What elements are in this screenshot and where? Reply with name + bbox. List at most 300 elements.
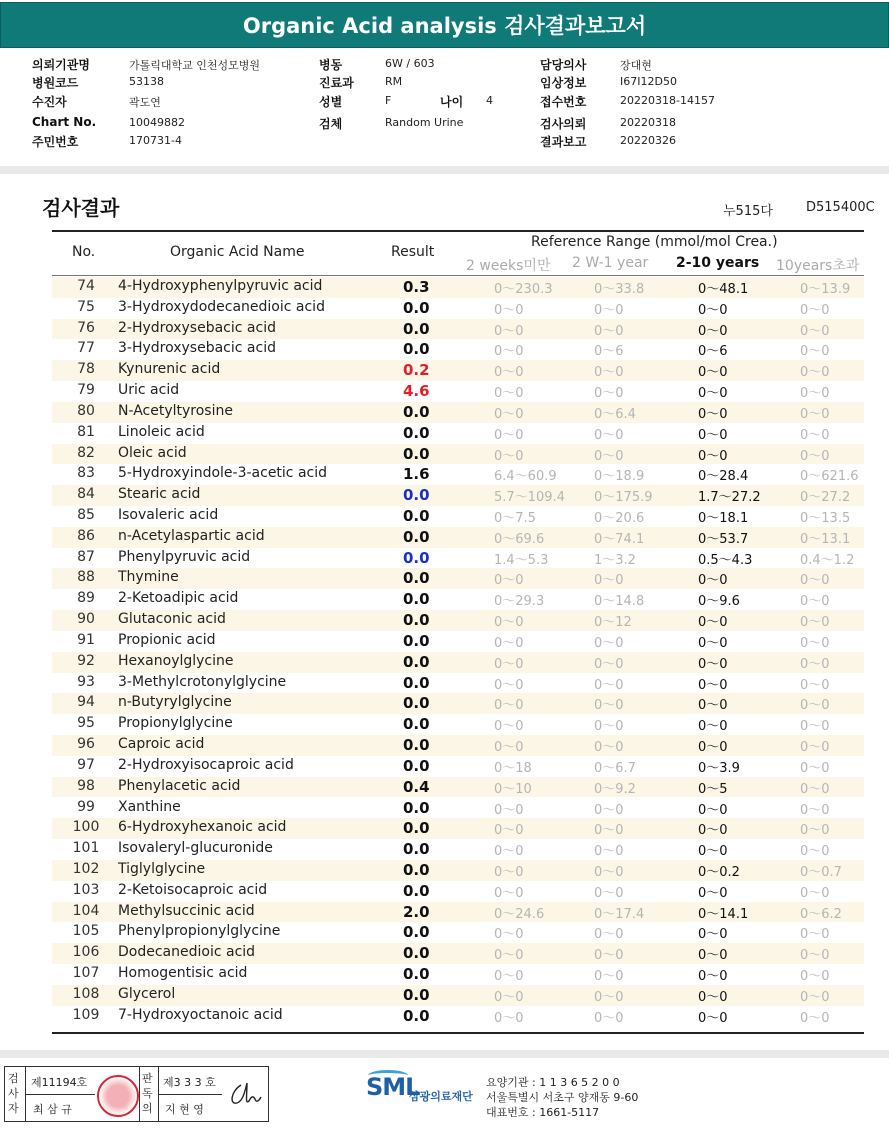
table-row — [52, 735, 864, 756]
range-under-2-weeks: 0～0 — [494, 802, 524, 818]
acid-name: Methylsuccinic acid — [118, 902, 255, 919]
result-heading: 검사결과 — [42, 196, 120, 220]
table-row — [52, 922, 864, 943]
range-2w-1y: 0～9.2 — [594, 781, 636, 797]
range-2w-1y: 0～0 — [594, 948, 624, 964]
acid-name: 2-Ketoadipic acid — [118, 590, 239, 607]
range-under-2-weeks: 0～0 — [494, 677, 524, 693]
sig-divider — [139, 1067, 140, 1121]
range-2w-1y: 0～6 — [594, 344, 624, 360]
table-row — [52, 277, 864, 298]
row-number: 89 — [77, 590, 95, 607]
range-2w-1y: 1～3.2 — [594, 552, 636, 568]
acid-name: Xanthine — [118, 798, 181, 815]
range-2w-1y: 0～0 — [594, 427, 624, 443]
acid-name: 2-Hydroxyisocaproic acid — [118, 756, 294, 773]
signature-icon — [223, 1077, 263, 1113]
range-2w-1y: 0～0 — [594, 823, 624, 839]
range-under-2-weeks: 0～7.5 — [494, 511, 536, 527]
sig-divider — [25, 1094, 95, 1095]
range-over-10y: 0～0 — [800, 386, 830, 402]
row-number: 81 — [77, 423, 95, 440]
range-over-10y: 0～0 — [800, 677, 830, 693]
info-label: Chart No. — [32, 115, 97, 129]
row-number: 88 — [77, 569, 95, 586]
org-code: 요양기관 : 1 1 3 6 5 2 0 0 — [486, 1076, 620, 1089]
range-2-10y: 0～0 — [698, 448, 728, 464]
range-under-2-weeks: 0～0 — [494, 344, 524, 360]
result-value: 0.0 — [403, 298, 430, 317]
examiner-license: 제11194호 — [31, 1076, 88, 1089]
examiner-name: 최 삼 규 — [33, 1103, 72, 1116]
result-value: 0.0 — [403, 1006, 430, 1025]
acid-name: Tiglylglycine — [118, 860, 206, 877]
range-under-2-weeks: 0～0 — [494, 323, 524, 339]
range-2w-1y: 0～175.9 — [594, 490, 653, 506]
range-under-2-weeks: 6.4～60.9 — [494, 469, 557, 485]
range-over-10y: 0～13.5 — [800, 511, 851, 527]
range-over-10y: 0～0 — [800, 448, 830, 464]
table-row — [52, 714, 864, 735]
range-under-2-weeks: 0～0 — [494, 448, 524, 464]
range-2-10y: 0～3.9 — [698, 760, 740, 776]
info-label: 의뢰기관명 — [32, 58, 90, 72]
row-number: 80 — [77, 402, 95, 419]
result-value: 0.2 — [403, 361, 430, 380]
info-label: 수진자 — [32, 95, 67, 109]
range-2w-1y: 0～0 — [594, 927, 624, 943]
result-value: 0.0 — [403, 736, 430, 755]
row-number: 96 — [77, 736, 95, 753]
table-row — [52, 464, 864, 485]
table-row — [52, 360, 864, 381]
table-row — [52, 527, 864, 548]
col-header-result: Result — [391, 244, 435, 260]
acid-name: 3-Hydroxydodecanedioic acid — [118, 298, 325, 315]
table-row — [52, 652, 864, 673]
table-row — [52, 693, 864, 714]
range-2-10y: 0～0 — [698, 823, 728, 839]
range-2-10y: 0～53.7 — [698, 531, 749, 547]
range-2w-1y: 0～6.7 — [594, 760, 636, 776]
row-number: 100 — [72, 819, 100, 836]
table-row — [52, 798, 864, 819]
range-2w-1y: 0～0 — [594, 656, 624, 672]
range-under-2-weeks: 0～0 — [494, 406, 524, 422]
reviewer-label: 판독의 — [142, 1072, 153, 1115]
range-2-10y: 0～0 — [698, 698, 728, 714]
result-value: 0.0 — [403, 548, 430, 567]
acid-name: 4-Hydroxyphenylpyruvic acid — [118, 278, 323, 294]
acid-name: Phenylacetic acid — [118, 777, 241, 794]
range-2w-1y: 0～17.4 — [594, 906, 645, 922]
test-code-2: D515400C — [806, 200, 875, 215]
range-under-2-weeks: 0～0 — [494, 885, 524, 901]
range-2-10y: 0～5 — [698, 781, 728, 797]
result-value: 0.0 — [403, 444, 430, 463]
range-2-10y: 1.7～27.2 — [698, 490, 761, 506]
info-value: 20220318-14157 — [620, 94, 715, 107]
row-number: 75 — [77, 298, 95, 315]
info-value: 20220318 — [620, 116, 676, 129]
range-under-2-weeks: 0～24.6 — [494, 906, 545, 922]
range-over-10y: 0～0 — [800, 719, 830, 735]
range-under-2-weeks: 0～0 — [494, 656, 524, 672]
table-row — [52, 402, 864, 423]
range-2-10y: 0～0 — [698, 386, 728, 402]
result-value: 0.0 — [403, 527, 430, 546]
range-under-2-weeks: 0～0 — [494, 989, 524, 1005]
range-over-10y: 0～0 — [800, 740, 830, 756]
col-header-range-1: 2 weeks미만 — [466, 258, 551, 274]
range-over-10y: 0～13.1 — [800, 531, 851, 547]
result-value: 0.0 — [403, 881, 430, 900]
test-code-1: 누515다 — [723, 204, 773, 219]
range-2-10y: 0～0 — [698, 427, 728, 443]
acid-name: 2-Ketoisocaproic acid — [118, 881, 268, 898]
reviewer-license: 제3 3 3 호 — [163, 1076, 216, 1089]
result-value: 0.0 — [403, 569, 430, 588]
range-2w-1y: 0～0 — [594, 677, 624, 693]
col-header-range-4: 10years초과 — [776, 258, 860, 274]
range-2w-1y: 0～0 — [594, 635, 624, 651]
signature-box — [4, 1066, 269, 1122]
range-over-10y: 0～0 — [800, 927, 830, 943]
range-under-2-weeks: 0～0 — [494, 927, 524, 943]
table-row — [52, 1006, 864, 1027]
result-value: 0.0 — [403, 486, 430, 505]
examiner-label: 검사자 — [8, 1072, 19, 1115]
range-under-2-weeks: 0～0 — [494, 844, 524, 860]
info-value: 170731-4 — [129, 134, 182, 147]
row-number: 101 — [72, 840, 100, 857]
table-row — [52, 485, 864, 506]
result-value: 0.3 — [403, 278, 430, 296]
reviewer-name: 지 현 영 — [165, 1103, 204, 1116]
range-under-2-weeks: 1.4～5.3 — [494, 552, 549, 568]
range-2-10y: 0～0 — [698, 989, 728, 1005]
range-over-10y: 0～0 — [800, 573, 830, 589]
result-value: 0.0 — [403, 715, 430, 734]
range-over-10y: 0～0 — [800, 594, 830, 610]
result-value: 0.0 — [403, 965, 430, 984]
acid-name: Homogentisic acid — [118, 965, 248, 982]
range-2-10y: 0～9.6 — [698, 594, 740, 610]
row-number: 91 — [77, 631, 95, 648]
range-2w-1y: 0～6.4 — [594, 406, 636, 422]
info-value: 가톨릭대학교 인천성모병원 — [129, 59, 261, 72]
result-value: 1.6 — [403, 465, 430, 484]
acid-name: Thymine — [118, 569, 179, 586]
info-value: 53138 — [129, 75, 164, 88]
range-2-10y: 0～0 — [698, 1010, 728, 1026]
table-row — [52, 444, 864, 465]
range-2-10y: 0～28.4 — [698, 469, 749, 485]
table-row — [52, 902, 864, 923]
row-number: 84 — [77, 486, 95, 503]
acid-name: 3-Hydroxysebacic acid — [118, 340, 276, 357]
row-number: 82 — [77, 444, 95, 461]
row-number: 79 — [77, 382, 95, 399]
col-header-no: No. — [72, 244, 96, 260]
range-over-10y: 0～0 — [800, 406, 830, 422]
info-label: 접수번호 — [540, 95, 587, 109]
range-2-10y: 0～0.2 — [698, 864, 740, 880]
range-2w-1y: 0～0 — [594, 698, 624, 714]
range-over-10y: 0～0 — [800, 885, 830, 901]
table-row — [52, 548, 864, 569]
range-2w-1y: 0～0 — [594, 844, 624, 860]
table-row — [52, 881, 864, 902]
row-number: 76 — [77, 319, 95, 336]
info-value: 6W / 603 — [385, 57, 435, 70]
range-2w-1y: 0～74.1 — [594, 531, 645, 547]
patient-info — [0, 48, 889, 166]
acid-name: 6-Hydroxyhexanoic acid — [118, 819, 287, 836]
info-value: Random Urine — [385, 116, 464, 129]
age-label: 나이 — [440, 95, 464, 109]
table-row — [52, 610, 864, 631]
range-over-10y: 0～0 — [800, 656, 830, 672]
acid-name: n-Butyrylglycine — [118, 694, 232, 711]
range-2w-1y: 0～12 — [594, 615, 632, 631]
row-number: 103 — [72, 881, 100, 898]
org-name: 삼광의료재단 — [409, 1090, 473, 1103]
range-2-10y: 0～0 — [698, 948, 728, 964]
range-2w-1y: 0～0 — [594, 719, 624, 735]
range-2-10y: 0～0 — [698, 656, 728, 672]
acid-name: 2-Hydroxysebacic acid — [118, 319, 276, 336]
range-2w-1y: 0～0 — [594, 802, 624, 818]
row-number: 99 — [77, 798, 95, 815]
range-2-10y: 0～0 — [698, 740, 728, 756]
row-number: 90 — [77, 611, 95, 628]
range-under-2-weeks: 0～0 — [494, 864, 524, 880]
acid-name: Stearic acid — [118, 486, 201, 503]
range-over-10y: 0～0 — [800, 781, 830, 797]
range-under-2-weeks: 0～0 — [494, 969, 524, 985]
range-2w-1y: 0～0 — [594, 365, 624, 381]
row-number: 94 — [77, 694, 95, 711]
sml-logo: SML — [366, 1073, 420, 1101]
result-value: 0.0 — [403, 673, 430, 692]
range-under-2-weeks: 0～0 — [494, 948, 524, 964]
range-over-10y: 0～0 — [800, 760, 830, 776]
table-row — [52, 298, 864, 319]
range-2-10y: 0～0 — [698, 969, 728, 985]
range-2w-1y: 0～0 — [594, 323, 624, 339]
footer-divider — [0, 1050, 889, 1058]
range-under-2-weeks: 0～0 — [494, 386, 524, 402]
row-number: 106 — [72, 944, 100, 961]
report-title: Organic Acid analysis 검사결과보고서 — [0, 2, 889, 48]
acid-name: Propionic acid — [118, 631, 216, 648]
range-2w-1y: 0～0 — [594, 448, 624, 464]
acid-name: 7-Hydroxyoctanoic acid — [118, 1006, 283, 1023]
range-over-10y: 0～0 — [800, 698, 830, 714]
result-value: 0.0 — [403, 611, 430, 630]
result-value: 0.0 — [403, 798, 430, 817]
info-label: 검사의뢰 — [540, 117, 587, 131]
result-value: 0.0 — [403, 652, 430, 671]
result-value: 0.0 — [403, 631, 430, 650]
table-row — [52, 839, 864, 860]
info-label: 담당의사 — [540, 58, 587, 72]
range-2w-1y: 0～0 — [594, 302, 624, 318]
range-under-2-weeks: 0～0 — [494, 573, 524, 589]
result-value: 0.4 — [403, 777, 430, 796]
range-2w-1y: 0～18.9 — [594, 469, 645, 485]
table-row — [52, 985, 864, 1006]
range-2-10y: 0.5～4.3 — [698, 552, 753, 568]
range-2w-1y: 0～0 — [594, 864, 624, 880]
table-row — [52, 381, 864, 402]
acid-name: 3-Methylcrotonylglycine — [118, 673, 287, 690]
range-over-10y: 0～0 — [800, 635, 830, 651]
range-2w-1y: 0～0 — [594, 969, 624, 985]
range-2-10y: 0～0 — [698, 802, 728, 818]
range-2-10y: 0～48.1 — [698, 282, 749, 297]
row-number: 105 — [72, 923, 100, 940]
range-over-10y: 0～0 — [800, 323, 830, 339]
acid-name: Phenylpropionylglycine — [118, 923, 281, 940]
info-value: RM — [385, 75, 403, 88]
result-value: 0.0 — [403, 507, 430, 526]
range-under-2-weeks: 0～0 — [494, 719, 524, 735]
info-value: 10049882 — [129, 116, 185, 129]
info-label: 병원코드 — [32, 76, 79, 90]
acid-name: Hexanoylglycine — [118, 652, 234, 669]
result-value: 2.0 — [403, 902, 430, 921]
row-number: 97 — [77, 756, 95, 773]
table-row — [52, 964, 864, 985]
range-2w-1y: 0～0 — [594, 1010, 624, 1026]
row-number: 92 — [77, 652, 95, 669]
result-value: 0.0 — [403, 423, 430, 442]
range-over-10y: 0～0 — [800, 1010, 830, 1026]
table-row — [52, 943, 864, 964]
range-over-10y: 0～0 — [800, 802, 830, 818]
range-2-10y: 0～0 — [698, 365, 728, 381]
range-2-10y: 0～0 — [698, 844, 728, 860]
range-under-2-weeks: 0～0 — [494, 635, 524, 651]
table-row — [52, 589, 864, 610]
table-bottom-border — [52, 1032, 864, 1034]
row-number: 85 — [77, 507, 95, 524]
row-number: 93 — [77, 673, 95, 690]
range-2-10y: 0～0 — [698, 927, 728, 943]
range-under-2-weeks: 0～69.6 — [494, 531, 545, 547]
range-over-10y: 0～13.9 — [800, 282, 851, 297]
info-label: 성별 — [319, 95, 343, 109]
range-over-10y: 0～6.2 — [800, 906, 842, 922]
result-value: 0.0 — [403, 985, 430, 1004]
sig-divider — [158, 1094, 222, 1095]
acid-name: Isovaleryl-glucuronide — [118, 840, 273, 857]
range-2-10y: 0～0 — [698, 885, 728, 901]
row-number: 86 — [77, 527, 95, 544]
result-value: 0.0 — [403, 840, 430, 859]
range-over-10y: 0～0 — [800, 344, 830, 360]
range-under-2-weeks: 5.7～109.4 — [494, 490, 565, 506]
range-2w-1y: 0～0 — [594, 573, 624, 589]
acid-name: Oleic acid — [118, 444, 187, 461]
result-value: 0.0 — [403, 923, 430, 942]
acid-name: Phenylpyruvic acid — [118, 548, 251, 565]
result-value: 4.6 — [403, 382, 430, 401]
info-label: 임상정보 — [540, 76, 587, 90]
range-2-10y: 0～0 — [698, 573, 728, 589]
range-2-10y: 0～0 — [698, 323, 728, 339]
range-under-2-weeks: 0～0 — [494, 1010, 524, 1026]
range-2w-1y: 0～0 — [594, 740, 624, 756]
range-2-10y: 0～0 — [698, 719, 728, 735]
range-2-10y: 0～14.1 — [698, 906, 749, 922]
range-over-10y: 0～0 — [800, 615, 830, 631]
info-label: 주민번호 — [32, 135, 79, 149]
table-row — [52, 339, 864, 360]
range-over-10y: 0～0 — [800, 969, 830, 985]
table-row — [52, 673, 864, 694]
table-top-border — [52, 230, 864, 232]
range-under-2-weeks: 0～18 — [494, 760, 532, 776]
result-value: 0.0 — [403, 402, 430, 421]
result-value: 0.0 — [403, 590, 430, 609]
table-row — [52, 568, 864, 589]
row-number: 83 — [77, 465, 95, 482]
acid-name: 5-Hydroxyindole-3-acetic acid — [118, 465, 328, 482]
result-value: 0.0 — [403, 694, 430, 713]
range-over-10y: 0～0 — [800, 948, 830, 964]
col-header-range-3: 2-10 years — [676, 255, 760, 271]
range-2-10y: 0～0 — [698, 615, 728, 631]
row-number: 108 — [72, 985, 100, 1002]
info-label: 병동 — [319, 58, 343, 72]
range-under-2-weeks: 0～0 — [494, 365, 524, 381]
row-number: 74 — [77, 278, 95, 294]
range-over-10y: 0～0 — [800, 989, 830, 1005]
range-over-10y: 0～0 — [800, 823, 830, 839]
col-header-range-2: 2 W-1 year — [572, 255, 649, 271]
result-value: 0.0 — [403, 756, 430, 775]
range-over-10y: 0.4～1.2 — [800, 552, 855, 568]
range-2-10y: 0～0 — [698, 406, 728, 422]
range-2w-1y: 0～0 — [594, 885, 624, 901]
range-2-10y: 0～18.1 — [698, 511, 749, 527]
range-under-2-weeks: 0～10 — [494, 781, 532, 797]
result-value: 0.0 — [403, 860, 430, 879]
row-number: 77 — [77, 340, 95, 357]
range-2-10y: 0～0 — [698, 677, 728, 693]
table-row — [52, 423, 864, 444]
row-number: 87 — [77, 548, 95, 565]
range-over-10y: 0～0.7 — [800, 864, 842, 880]
org-address: 서울특별시 서초구 양재동 9-60 — [486, 1091, 639, 1104]
row-number: 107 — [72, 965, 100, 982]
acid-name: Caproic acid — [118, 736, 205, 753]
range-under-2-weeks: 0～0 — [494, 427, 524, 443]
org-phone: 대표번호 : 1661-5117 — [486, 1106, 600, 1119]
info-value: I67I12D50 — [620, 75, 677, 88]
row-number: 104 — [72, 902, 100, 919]
range-under-2-weeks: 0～29.3 — [494, 594, 545, 610]
range-over-10y: 0～0 — [800, 427, 830, 443]
acid-name: Isovaleric acid — [118, 507, 219, 524]
info-label: 검체 — [319, 117, 343, 131]
range-2-10y: 0～0 — [698, 302, 728, 318]
range-2-10y: 0～6 — [698, 344, 728, 360]
range-under-2-weeks: 0～0 — [494, 740, 524, 756]
